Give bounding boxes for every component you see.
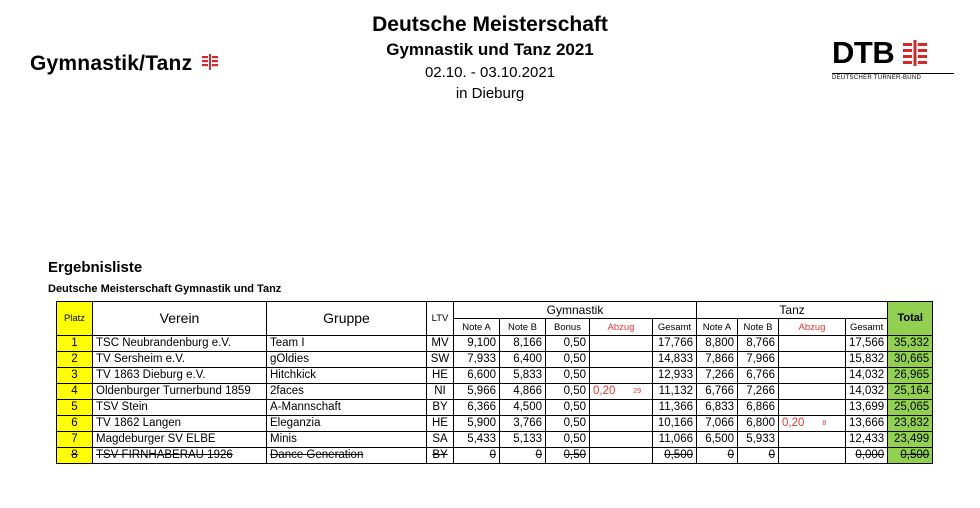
table-row	[57, 368, 933, 384]
bonus-cell	[546, 416, 590, 432]
gymnastik-header: Gymnastik	[454, 302, 697, 319]
table-header-row	[57, 302, 933, 319]
tanz-note-a-cell-value: 0	[727, 449, 734, 461]
total-cell-value: 23,499	[894, 433, 930, 445]
event-dates: 02.10. - 03.10.2021	[424, 64, 556, 81]
gymnastik-note-b-cell	[500, 352, 546, 368]
gymnastik-gesamt-cell	[653, 384, 697, 400]
gymnastik-note-b-cell-value: 0	[535, 449, 542, 461]
verein-cell-value: TV 1862 Langen	[96, 417, 182, 429]
gymnastik-note-b-cell-value: 4,500	[513, 401, 542, 413]
tanz-note-b-cell-value: 7,966	[746, 353, 775, 365]
verein-cell-value: TV 1863 Dieburg e.V.	[96, 369, 206, 381]
platz-cell-value: 8	[71, 449, 78, 461]
gymnastik-note-b-cell	[500, 368, 546, 384]
bonus-cell	[546, 448, 590, 464]
tanz-gesamt-cell-value: 12,433	[849, 433, 885, 445]
results-heading: Ergebnisliste	[48, 259, 143, 276]
bonus-cell-value: 0,50	[563, 353, 586, 365]
verein-cell-value: TSC Neubrandenburg e.V.	[96, 337, 232, 349]
ltv-cell-value: HE	[432, 417, 448, 429]
gruppe-cell	[267, 368, 427, 384]
bonus-cell-value: 0,50	[563, 369, 586, 381]
platz-cell	[57, 384, 93, 400]
gymnastik-note-a-cell	[454, 416, 500, 432]
ltv-cell	[427, 416, 454, 432]
table-row	[57, 336, 933, 352]
gymnastik-note-a-cell	[454, 384, 500, 400]
tanz-note-b-cell	[738, 352, 779, 368]
tanz-gesamt-cell-value: 13,699	[849, 401, 885, 413]
gymnastik-note-a-cell	[454, 352, 500, 368]
gymnastik-tanz-logo	[30, 52, 218, 76]
g-note-b-header: Note B	[500, 319, 546, 336]
results-subheading: Deutsche Meisterschaft Gymnastik und Tanz	[48, 283, 282, 295]
total-cell	[888, 352, 933, 368]
gymnastik-abzug-cell	[590, 416, 653, 432]
ltv-cell-value: NI	[434, 385, 446, 397]
platz-cell-value: 3	[71, 369, 78, 381]
gruppe-cell	[267, 352, 427, 368]
gymnastik-gesamt-cell-value: 11,066	[658, 433, 693, 445]
tanz-gesamt-cell	[846, 416, 888, 432]
bonus-cell	[546, 368, 590, 384]
verein-cell-value: TSV Stein	[96, 401, 148, 413]
ltv-cell-value: HE	[432, 369, 448, 381]
tanz-note-b-cell-value: 8,766	[746, 337, 775, 349]
dtb-grid-icon	[202, 52, 218, 76]
gymnastik-note-b-cell	[500, 416, 546, 432]
ltv-cell-value: MV	[431, 337, 449, 349]
gymnastik-note-a-cell-value: 7,933	[467, 353, 496, 365]
bonus-cell-value: 0,50	[563, 337, 586, 349]
gymnastik-abzug-cell	[590, 400, 653, 416]
tanz-note-b-cell	[738, 432, 779, 448]
tanz-gesamt-cell	[846, 448, 888, 464]
gymnastik-note-b-cell-value: 5,833	[513, 369, 542, 381]
platz-cell	[57, 400, 93, 416]
tanz-gesamt-cell	[846, 384, 888, 400]
gymnastik-note-a-cell-value: 6,600	[467, 369, 496, 381]
gymnastik-note-b-cell	[500, 384, 546, 400]
col-platz-header: Platz	[57, 302, 93, 336]
bonus-cell-value: 0,50	[563, 433, 586, 445]
ltv-cell	[427, 448, 454, 464]
gymnastik-note-a-cell-value: 5,900	[467, 417, 496, 429]
gymnastik-abzug-cell	[590, 384, 653, 400]
tanz-gesamt-cell-value: 15,832	[849, 353, 885, 365]
tanz-note-b-cell	[738, 400, 779, 416]
gymnastik-gesamt-cell-value: 11,132	[658, 385, 693, 397]
tanz-note-b-cell	[738, 448, 779, 464]
tanz-note-b-cell	[738, 384, 779, 400]
dtb-logo-subtext: DEUTSCHER TURNER-BUND	[832, 73, 954, 81]
gymnastik-note-a-cell	[454, 432, 500, 448]
dtb-logo-text: DTB	[832, 35, 895, 70]
tanz-note-a-cell-value: 8,800	[705, 337, 734, 349]
platz-cell-value: 6	[71, 417, 78, 429]
ltv-cell-value: BY	[432, 449, 448, 461]
total-cell	[888, 448, 933, 464]
gymnastik-abzug-cell-note: 29	[633, 388, 642, 395]
gymnastik-note-a-cell-value: 5,433	[467, 433, 496, 445]
tanz-abzug-cell	[779, 368, 846, 384]
bonus-cell	[546, 352, 590, 368]
ltv-cell-value: SW	[430, 353, 450, 365]
verein-cell	[93, 384, 267, 400]
tanz-gesamt-cell	[846, 368, 888, 384]
tanz-note-a-cell	[697, 400, 738, 416]
g-bonus-header: Bonus	[546, 319, 590, 336]
gymnastik-note-b-cell-value: 8,166	[513, 337, 542, 349]
bonus-cell	[546, 384, 590, 400]
gruppe-cell	[267, 400, 427, 416]
tanz-gesamt-cell-value: 13,666	[849, 417, 885, 429]
tanz-note-a-cell-value: 7,066	[705, 417, 734, 429]
platz-cell-value: 7	[71, 433, 78, 445]
verein-cell-value: TSV FIRNHABERAU 1926	[96, 449, 233, 461]
total-cell-value: 30,665	[894, 353, 930, 365]
tanz-gesamt-cell-value: 17,566	[849, 337, 885, 349]
gymnastik-note-a-cell	[454, 368, 500, 384]
tanz-abzug-cell-note: 8	[822, 420, 827, 427]
tanz-abzug-cell-value: 0,20	[782, 417, 805, 429]
gruppe-cell-value: A-Mannschaft	[270, 401, 341, 413]
table-row	[57, 352, 933, 368]
verein-cell-value: Magdeburger SV ELBE	[96, 433, 216, 445]
gymnastik-note-a-cell-value: 0	[489, 449, 496, 461]
ltv-cell	[427, 352, 454, 368]
verein-cell	[93, 416, 267, 432]
logo-left-text: Gymnastik/Tanz	[30, 52, 193, 75]
total-cell-value: 25,065	[894, 401, 930, 413]
gymnastik-note-b-cell-value: 4,866	[513, 385, 542, 397]
verein-cell	[93, 336, 267, 352]
bonus-cell-value: 0,50	[563, 417, 586, 429]
gymnastik-abzug-cell	[590, 352, 653, 368]
gymnastik-note-a-cell-value: 6,366	[467, 401, 496, 413]
platz-cell-value: 4	[71, 385, 78, 397]
gymnastik-gesamt-cell-value: 0,500	[664, 449, 693, 461]
gymnastik-gesamt-cell	[653, 448, 697, 464]
gruppe-cell	[267, 336, 427, 352]
tanz-note-a-cell-value: 6,833	[705, 401, 734, 413]
tanz-header: Tanz	[697, 302, 888, 319]
platz-cell-value: 1	[71, 337, 78, 349]
gymnastik-note-b-cell	[500, 448, 546, 464]
tanz-note-b-cell	[738, 416, 779, 432]
gymnastik-note-b-cell-value: 3,766	[513, 417, 542, 429]
verein-cell	[93, 400, 267, 416]
platz-cell	[57, 416, 93, 432]
g-gesamt-header: Gesamt	[653, 319, 697, 336]
dtb-logo	[832, 35, 954, 81]
gymnastik-gesamt-cell-value: 12,933	[657, 369, 693, 381]
gymnastik-note-b-cell	[500, 432, 546, 448]
tanz-gesamt-cell	[846, 336, 888, 352]
platz-cell-value: 5	[71, 401, 78, 413]
gruppe-cell-value: 2faces	[270, 385, 304, 397]
tanz-gesamt-cell-value: 14,032	[849, 369, 885, 381]
verein-cell	[93, 352, 267, 368]
total-cell-value: 0,500	[900, 449, 930, 461]
tanz-note-b-cell-value: 0	[768, 449, 775, 461]
platz-cell	[57, 448, 93, 464]
gymnastik-note-a-cell-value: 9,100	[467, 337, 496, 349]
page-header	[340, 12, 640, 104]
gruppe-cell	[267, 416, 427, 432]
tanz-note-a-cell	[697, 336, 738, 352]
tanz-gesamt-cell-value: 14,032	[849, 385, 885, 397]
tanz-note-b-cell-value: 6,800	[746, 417, 775, 429]
table-row	[57, 416, 933, 432]
gymnastik-abzug-cell	[590, 336, 653, 352]
total-cell-value: 35,332	[894, 337, 930, 349]
tanz-note-b-cell	[738, 336, 779, 352]
event-location: in Dieburg	[455, 85, 525, 102]
platz-cell	[57, 432, 93, 448]
bonus-cell	[546, 336, 590, 352]
gymnastik-note-b-cell	[500, 336, 546, 352]
gymnastik-gesamt-cell	[653, 368, 697, 384]
tanz-abzug-cell	[779, 352, 846, 368]
tanz-note-a-cell	[697, 384, 738, 400]
tanz-note-b-cell-value: 5,933	[746, 433, 775, 445]
dtb-grid-icon	[903, 40, 927, 71]
gymnastik-gesamt-cell-value: 14,833	[657, 353, 693, 365]
tanz-note-b-cell-value: 6,766	[746, 369, 775, 381]
gruppe-cell-value: Eleganzia	[270, 417, 321, 429]
gymnastik-note-a-cell	[454, 336, 500, 352]
table-row	[57, 432, 933, 448]
tanz-gesamt-cell	[846, 352, 888, 368]
gruppe-cell-value: Team I	[270, 337, 305, 349]
total-cell	[888, 336, 933, 352]
platz-cell	[57, 336, 93, 352]
verein-cell	[93, 432, 267, 448]
gymnastik-note-b-cell-value: 5,133	[513, 433, 542, 445]
tanz-abzug-cell	[779, 432, 846, 448]
ltv-cell-value: BY	[432, 401, 448, 413]
gymnastik-gesamt-cell	[653, 432, 697, 448]
tanz-note-a-cell	[697, 416, 738, 432]
tanz-gesamt-cell	[846, 400, 888, 416]
tanz-note-b-cell	[738, 368, 779, 384]
total-cell-value: 25,164	[894, 385, 930, 397]
t-note-b-header: Note B	[738, 319, 779, 336]
gymnastik-gesamt-cell	[653, 416, 697, 432]
total-cell	[888, 400, 933, 416]
verein-cell	[93, 448, 267, 464]
platz-cell	[57, 352, 93, 368]
results-body	[57, 336, 933, 464]
gymnastik-abzug-cell	[590, 368, 653, 384]
gymnastik-gesamt-cell	[653, 400, 697, 416]
tanz-note-a-cell-value: 7,266	[705, 369, 734, 381]
col-gruppe-header: Gruppe	[267, 302, 427, 336]
bonus-cell	[546, 432, 590, 448]
ltv-cell	[427, 432, 454, 448]
gruppe-cell-value: Minis	[270, 433, 297, 445]
gruppe-cell	[267, 384, 427, 400]
bonus-cell-value: 0,50	[563, 385, 586, 397]
tanz-note-a-cell	[697, 448, 738, 464]
verein-cell	[93, 368, 267, 384]
ltv-cell	[427, 400, 454, 416]
total-cell	[888, 384, 933, 400]
tanz-abzug-cell	[779, 448, 846, 464]
ltv-cell	[427, 384, 454, 400]
gymnastik-gesamt-cell-value: 17,766	[657, 337, 693, 349]
gymnastik-note-a-cell	[454, 448, 500, 464]
platz-cell	[57, 368, 93, 384]
bonus-cell	[546, 400, 590, 416]
page-subtitle: Gymnastik und Tanz 2021	[386, 40, 594, 59]
total-cell	[888, 416, 933, 432]
total-cell	[888, 432, 933, 448]
page-title: Deutsche Meisterschaft	[372, 13, 608, 36]
tanz-note-b-cell-value: 6,866	[746, 401, 775, 413]
total-cell	[888, 368, 933, 384]
gymnastik-abzug-cell	[590, 448, 653, 464]
gruppe-cell-value: Hitchkick	[270, 369, 317, 381]
ltv-cell-value: SA	[432, 433, 448, 445]
results-table	[56, 301, 933, 464]
verein-cell-value: TV Sersheim e.V.	[96, 353, 186, 365]
bonus-cell-value: 0,50	[563, 449, 586, 461]
col-verein-header: Verein	[93, 302, 267, 336]
g-note-a-header: Note A	[454, 319, 500, 336]
gymnastik-note-b-cell	[500, 400, 546, 416]
tanz-abzug-cell	[779, 400, 846, 416]
gruppe-cell-value: Dance Generation	[270, 449, 364, 461]
col-ltv-header: LTV	[427, 302, 454, 336]
tanz-abzug-cell	[779, 384, 846, 400]
gruppe-cell	[267, 448, 427, 464]
bonus-cell-value: 0,50	[563, 401, 586, 413]
gymnastik-gesamt-cell	[653, 352, 697, 368]
verein-cell-value: Oldenburger Turnerbund 1859	[96, 385, 251, 397]
table-row	[57, 384, 933, 400]
gymnastik-gesamt-cell	[653, 336, 697, 352]
tanz-note-a-cell	[697, 368, 738, 384]
gymnastik-gesamt-cell-value: 11,366	[658, 401, 693, 413]
tanz-note-a-cell-value: 6,766	[705, 385, 734, 397]
gruppe-cell-value: gOldies	[270, 353, 309, 365]
t-gesamt-header: Gesamt	[846, 319, 888, 336]
total-cell-value: 26,965	[894, 369, 930, 381]
gymnastik-abzug-cell	[590, 432, 653, 448]
g-abzug-header: Abzug	[590, 319, 653, 336]
tanz-gesamt-cell-value: 0,000	[855, 449, 885, 461]
gymnastik-note-a-cell-value: 5,966	[467, 385, 496, 397]
ltv-cell	[427, 336, 454, 352]
ltv-cell	[427, 368, 454, 384]
tanz-abzug-cell	[779, 336, 846, 352]
t-note-a-header: Note A	[697, 319, 738, 336]
tanz-abzug-cell	[779, 416, 846, 432]
tanz-note-a-cell	[697, 352, 738, 368]
tanz-note-a-cell	[697, 432, 738, 448]
tanz-note-a-cell-value: 7,866	[705, 353, 734, 365]
gruppe-cell	[267, 432, 427, 448]
gymnastik-note-a-cell	[454, 400, 500, 416]
table-row	[57, 448, 933, 464]
platz-cell-value: 2	[71, 353, 78, 365]
table-row	[57, 400, 933, 416]
col-total-header: Total	[888, 302, 933, 336]
gymnastik-abzug-cell-value: 0,20	[593, 385, 616, 397]
tanz-note-a-cell-value: 6,500	[705, 433, 734, 445]
gymnastik-note-b-cell-value: 6,400	[513, 353, 542, 365]
t-abzug-header: Abzug	[779, 319, 846, 336]
total-cell-value: 23,832	[894, 417, 930, 429]
tanz-gesamt-cell	[846, 432, 888, 448]
tanz-note-b-cell-value: 7,266	[746, 385, 775, 397]
gymnastik-gesamt-cell-value: 10,166	[657, 417, 693, 429]
